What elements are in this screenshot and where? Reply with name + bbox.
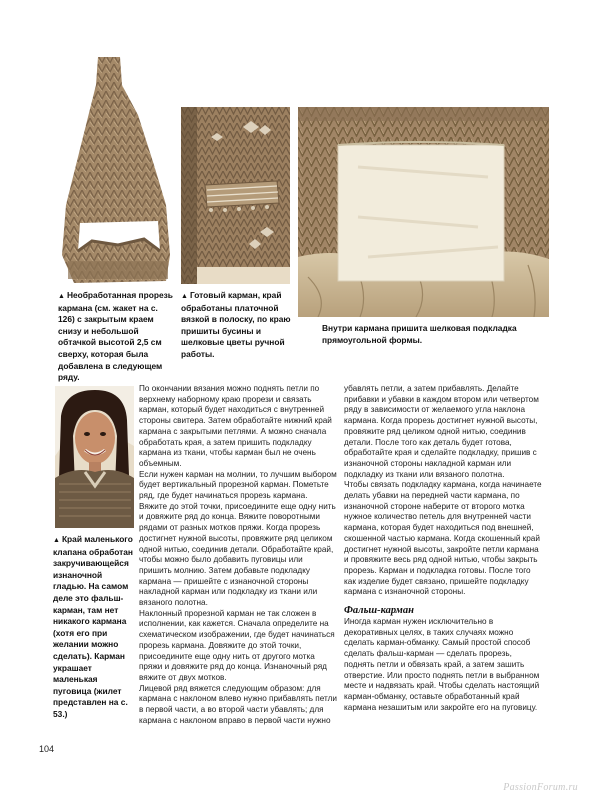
triangle-up-icon: ▲ (181, 293, 188, 300)
paragraph: Иногда карман нужен исключительно в декоративных целях, в таких случаях можно сделать карман-обманку. Самый простой способ сделать фальш-карман — сделать прорезь, поднять петли и обвязать край, а затем зашить отверстие. Или просто поднять петли в выбранном месте и надвязать край. Чтобы сделать настоящий карман-обманку, оставьте обработанный край кармана незашитым или закройте его на пуговицу. (344, 617, 540, 712)
watermark: PassionForum.ru (503, 782, 578, 793)
caption-silk-lining: Внутри кармана пришита шелковая подкладка прямоугольной формы. (322, 323, 517, 345)
paragraph: Чтобы связать подкладку кармана, когда начинаете делать убавки на передней части кармана, по изнаночной стороне наберите от второго мотка нужное количество петель для внутренней части кармана, которая будет находиться под внешней, скошенной частью кармана. Когда скошенный край достигнет нужной высоты, закройте петли кармана и провяжите весь ряд одной нитью, чтобы закрыть прорезь. Карман и подкладка готовы. После того как изделие будет связано, пришейте подкладку кармана с изнаночной стороны. (344, 480, 542, 597)
paragraph: Лицевой ряд вяжется следующим образом: для кармана с наклоном влево нужно прибавлять петли в первой части, а во второй части убавлять; для кармана с наклоном вправо в первой части нужно (139, 683, 337, 725)
body-column-1 (139, 384, 337, 727)
paragraph: Наклонный прорезной карман не так сложен в исполнении, как кажется. Сначала определите на схематическом изображении, где будет начинаться прорезь кармана. Довяжите до этой точки, присоедините еще одну нить от другого мотка пряжи и довяжите ряд до конца. Изнаночный ряд вяжите от двух мотков. (139, 608, 335, 682)
paragraph: Если нужен карман на молнии, то лучшим выбором будет вертикальный прорезной карман. Пометьте ряд, где будет начинаться прорезь кармана. Вяжите до этой точки, присоедините еще одну нить и довяжите ряд до конца. Вяжите поворотными рядами от разных мотков пряжи. Когда прорезь достигнет нужной высоты, провяжите ряд целиком одной нитью, соединив детали. Обработайте край, чтобы можно было добавить пуговицы или пришить молнию. Затем добавьте подкладку кармана — пришейте с изнаночной стороны накладной карман или подкладку из ткани или вязаного полотна. (139, 469, 337, 608)
section-heading: Фальш-карман (344, 605, 414, 617)
photo-finished-pocket (181, 107, 290, 284)
paragraph: По окончании вязания можно поднять петли по верхнему наборному краю прорези и связать карман, который будет находиться с внутренней стороны свитера. Затем обработайте нижний край кармана с закрытыми петлями. А можно сначала обработать края, а затем пришить подкладку кармана из ткани, чтобы карман был не очень объемным. (139, 384, 332, 468)
caption-girl-vest: ▲ Край маленького клапана обработан закручивающейся изнаночной гладью. На самом деле это фальш-карман, там нет никакого кармана (хотя его при желании можно сделать). Карман украшает маленькая пуговица (жилет представлен на с. 53.) (53, 534, 133, 719)
triangle-up-icon: ▲ (58, 293, 65, 300)
page-number: 104 (39, 744, 55, 754)
paragraph: убавлять петли, а затем прибавлять. Делайте прибавки и убавки в каждом втором или четвертом ряду в зависимости от желаемого угла наклона кармана. Когда прорезь достигнет нужной высоты, провяжите ряд целиком одной нитью, соединив детали. После того как деталь будет готова, обработайте края и сделайте подкладку, пришив с изнаночной стороны накладной карман или подкладку из ткани или вязаного полотна. (344, 384, 539, 479)
photo-silk-lining (298, 107, 549, 317)
photo-girl-vest (55, 386, 134, 528)
caption-unfinished-pocket: ▲ Необработанная прорезь кармана (см. жакет на с. 126) с закрытым краем снизу и небольшой обтачкой высотой 2,5 см сверху, которая была добавлена в следующем ряду. (58, 290, 173, 383)
photo-unfinished-pocket (58, 55, 176, 287)
caption-finished-pocket: ▲ Готовый карман, край обработаны платочной вязкой в полоску, по краю пришиты бусины и шелковые цветы ручной работы. (181, 290, 291, 359)
triangle-up-icon: ▲ (53, 537, 60, 544)
body-column-2 (344, 384, 544, 713)
